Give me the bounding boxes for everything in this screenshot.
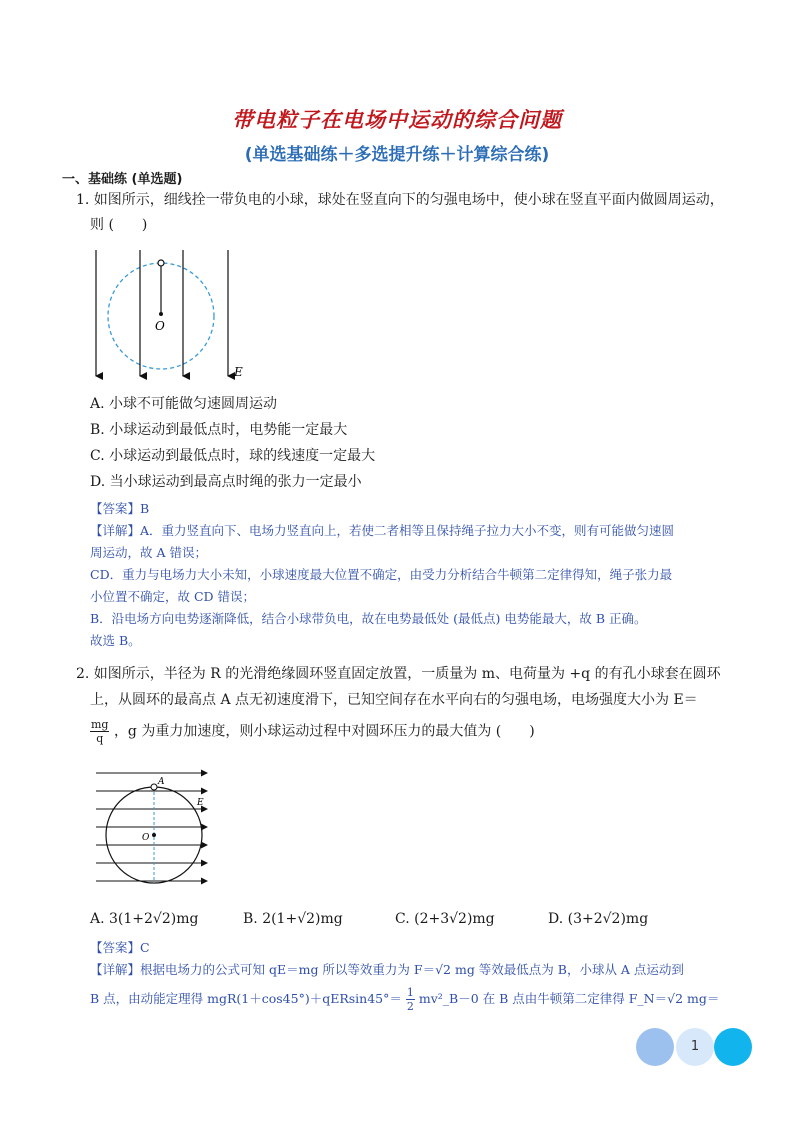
q2-explanation-line2b: mv²_B－0 在 B 点由牛顿第二定律得 F_N＝√2 mg＝ <box>418 991 720 1006</box>
q1-answer: 【答案】B <box>90 501 150 516</box>
q2-figure <box>92 765 212 885</box>
q2-explanation-line1: 【详解】根据电场力的公式可知 qE＝mg 所以等效重力为 F＝√2 mg 等效最低点为 B，小球从 A 点运动到 <box>90 962 684 977</box>
q2-center-label: O <box>142 833 150 843</box>
q1-explanation-line3: CD．重力与电场力大小未知，小球速度最大位置不确定，由受力分析结合牛顿第二定律得知，绳子张力最 <box>90 567 673 582</box>
q2-stem-line2: 上，从圆环的最高点 A 点无初速度滑下，已知空间存在水平向右的匀强电场，电场强度大小为 E＝ <box>90 692 698 708</box>
q1-explanation-line2: 周运动，故 A 错误； <box>90 545 207 560</box>
q2-stem-line3: ，g 为重力加速度，则小球运动过程中对圆环压力的最大值为 ( ) <box>113 723 535 740</box>
q2-frac-denominator: q <box>96 732 104 745</box>
q1-explanation-line1: 【详解】A．重力竖直向下、电场力竖直向上，若使二者相等且保持绳子拉力大小不变，则有可能做匀速圆 <box>90 523 675 538</box>
q2-stem-line1: 2. 如图所示，半径为 R 的光滑绝缘圆环竖直固定放置，一质量为 m、电荷量为 +q 的有孔小球套在圆环 <box>76 666 721 682</box>
q2-option-d: D. (3+2√2)mg <box>548 911 649 927</box>
q2-explanation-fraction <box>406 986 415 1013</box>
q2-explanation-line2a: B 点，由动能定理得 mgR(1＋cos45°)＋qERsin45°＝ <box>90 991 402 1006</box>
q1-explanation-line4: 小位置不确定，故 CD 错误； <box>90 589 256 604</box>
q2-option-b: B. 2(1+√2)mg <box>243 911 343 927</box>
q2-frac-numerator: mg <box>91 718 109 731</box>
q2-top-label: A <box>158 777 165 787</box>
q1-center-label: O <box>155 319 165 333</box>
q2-exp-frac-denominator: 2 <box>406 1000 414 1013</box>
q2-option-a: A. 3(1+2√2)mg <box>90 911 199 927</box>
q2-ball <box>151 784 157 790</box>
q1-ball <box>158 260 164 266</box>
q2-center-point <box>152 833 156 837</box>
q2-field-fraction <box>90 718 109 745</box>
page-indicator <box>636 1028 752 1066</box>
page-dot-left <box>636 1028 674 1066</box>
q1-option-a: A. 小球不可能做匀速圆周运动 <box>90 396 278 412</box>
q1-figure <box>88 248 258 383</box>
q1-explanation-line5: B．沿电场方向电势逐渐降低，结合小球带负电，故在电势最低处 (最低点) 电势能最大，故 B 正确。 <box>90 611 647 626</box>
page-dot-right <box>714 1028 752 1066</box>
page-number: 1 <box>690 1039 700 1054</box>
q1-center-point <box>159 312 163 316</box>
q1-field-label: E <box>234 365 243 379</box>
q1-option-b: B. 小球运动到最低点时，电势能一定最大 <box>90 422 348 438</box>
q2-answer: 【答案】C <box>90 940 150 955</box>
q1-option-c: C. 小球运动到最低点时，球的线速度一定最大 <box>90 448 376 464</box>
q1-stem-line1: 1. 如图所示，细线拴一带负电的小球，球处在竖直向下的匀强电场中，使小球在竖直平面内做圆周运动， <box>76 192 724 208</box>
q2-option-c: C. (2+3√2)mg <box>395 911 495 927</box>
page-subtitle: (单选基础练＋多选提升练＋计算综合练) <box>244 145 550 165</box>
q2-exp-frac-numerator: 1 <box>406 986 414 999</box>
section-heading: 一、基础练 (单选题) <box>62 172 183 187</box>
q2-field-label: E <box>197 798 204 808</box>
page-title: 带电粒子在电场中运动的综合问题 <box>232 107 562 132</box>
q1-stem-line2: 则 ( ) <box>90 217 148 233</box>
q1-option-d: D. 当小球运动到最高点时绳的张力一定最小 <box>90 474 362 490</box>
q1-explanation-line6: 故选 B。 <box>90 633 141 648</box>
q2-explanation-line2 <box>90 986 719 1013</box>
q2-stem-line3-wrap <box>90 718 535 745</box>
